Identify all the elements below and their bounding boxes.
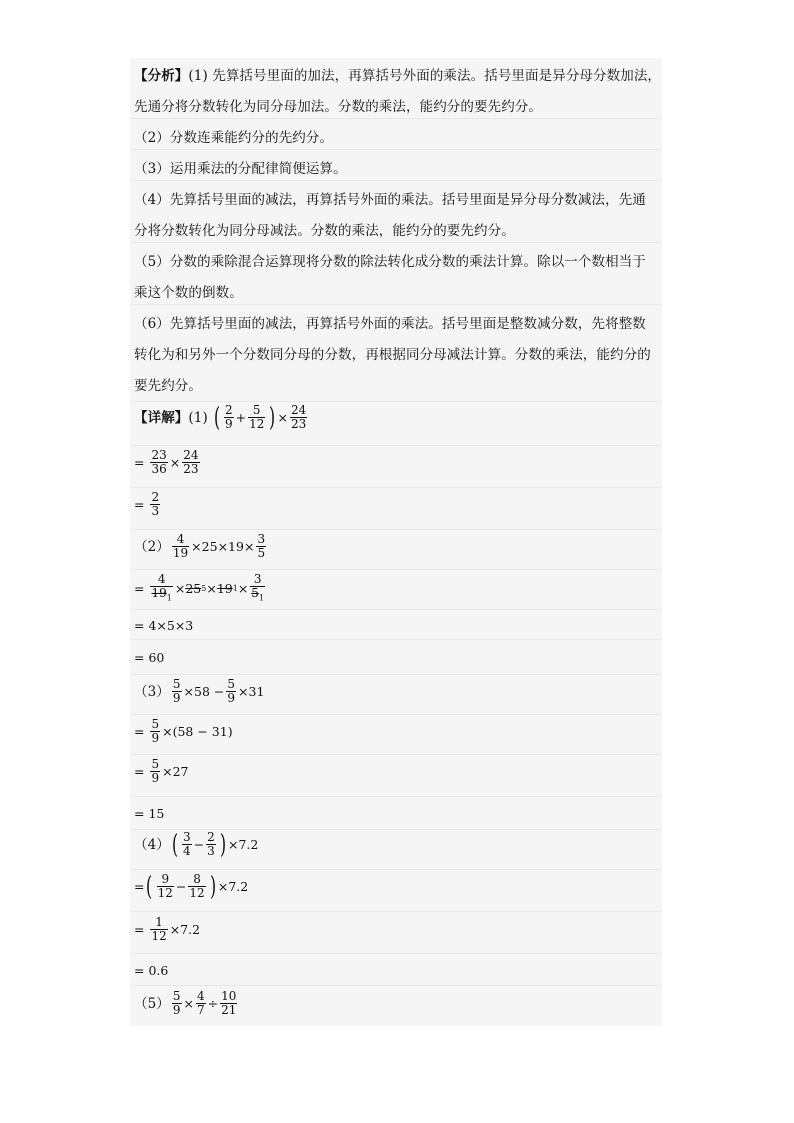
detail-q2-step2: = 4×5×3 (134, 618, 194, 633)
detail-q4: （4） ( $\frac{3}{4}$ − $\frac{2}{3}$ ) ×7.2 (134, 829, 259, 860)
analysis-p4a: （4）先算括号里面的减法，再算括号外面的乘法。括号里面是异分母分数减法，先通 (134, 192, 646, 208)
detail-q4-step2: = $\frac{1}{12}$ ×7.2 (134, 915, 201, 943)
detail-q5: （5） $\frac{5}{9}$ × $\frac{4}{7}$ ÷ $\frac{10}{21}$ (134, 989, 237, 1017)
row-step (130, 755, 662, 797)
detail-q4-step3: = 0.6 (134, 963, 169, 978)
detail-q3-step1: = $\frac{5}{9}$ ×(58 − 31) (134, 717, 233, 745)
analysis-p6c: 要先约分。 (134, 378, 202, 394)
analysis-p5b: 乘这个数的倒数。 (134, 285, 243, 301)
detail-q3: （3） $\frac{5}{9}$ × 58 − $\frac{5}{9}$ × 31 (134, 677, 265, 705)
detail-q1-step1: = $\frac{23}{36}$ × $\frac{24}{23}$ (134, 448, 199, 476)
detail-q2-step1: = $\frac{4}{19_1}$ × 25 5 × 19 1 × $\frac{3}{5_1}$ (134, 572, 265, 603)
analysis-p5a: （5）分数的乘除混合运算现将分数的除法转化成分数的乘法计算。除以一个数相当于 (134, 254, 646, 270)
analysis-p3: （3）运用乘法的分配律简便运算。 (134, 161, 347, 177)
detail-q2: （2） $\frac{4}{19}$ × 25 × 19 × $\frac{3}{5}$ (134, 532, 266, 560)
row-step (130, 610, 662, 640)
row-step (130, 797, 662, 830)
row-step (130, 954, 662, 986)
detail-q1-step2: = $\frac{2}{3}$ (134, 490, 160, 518)
analysis-p2: （2）分数连乘能约分的先约分。 (134, 130, 334, 146)
detail-q1: 【详解】 (1) ( $\frac{2}{9}$ + $\frac{5}{12}$ ) × $\frac{24}{23}$ (134, 402, 307, 433)
row-step (130, 446, 662, 488)
detail-q3-step2: = $\frac{5}{9}$ ×27 (134, 757, 189, 785)
detail-q4-step1: = ( $\frac{9}{12}$ − $\frac{8}{12}$ ) ×7.2 (134, 871, 249, 902)
analysis-p4b: 分将分数转化为同分母减法。分数的乘法，能约分的要先约分。 (134, 223, 515, 239)
row-step (130, 640, 662, 675)
row-step (130, 912, 662, 954)
analysis-p1b: 先通分将分数转化为同分母加法。分数的乘法，能约分的要先约分。 (134, 99, 542, 115)
detail-q2-step3: = 60 (134, 650, 165, 665)
analysis-p6b: 转化为和另外一个分数同分母的分数，再根据同分母减法计算。分数的乘法，能约分的 (134, 347, 651, 363)
row-step (130, 488, 662, 530)
analysis-p1a: 【分析】(1) 先算括号里面的加法，再算括号外面的乘法。括号里面是异分母分数加法， (134, 68, 662, 84)
analysis-p6a: （6）先算括号里面的减法，再算括号外面的乘法。括号里面是整数减分数，先将整数 (134, 316, 646, 332)
detail-q3-step3: = 15 (134, 806, 165, 821)
